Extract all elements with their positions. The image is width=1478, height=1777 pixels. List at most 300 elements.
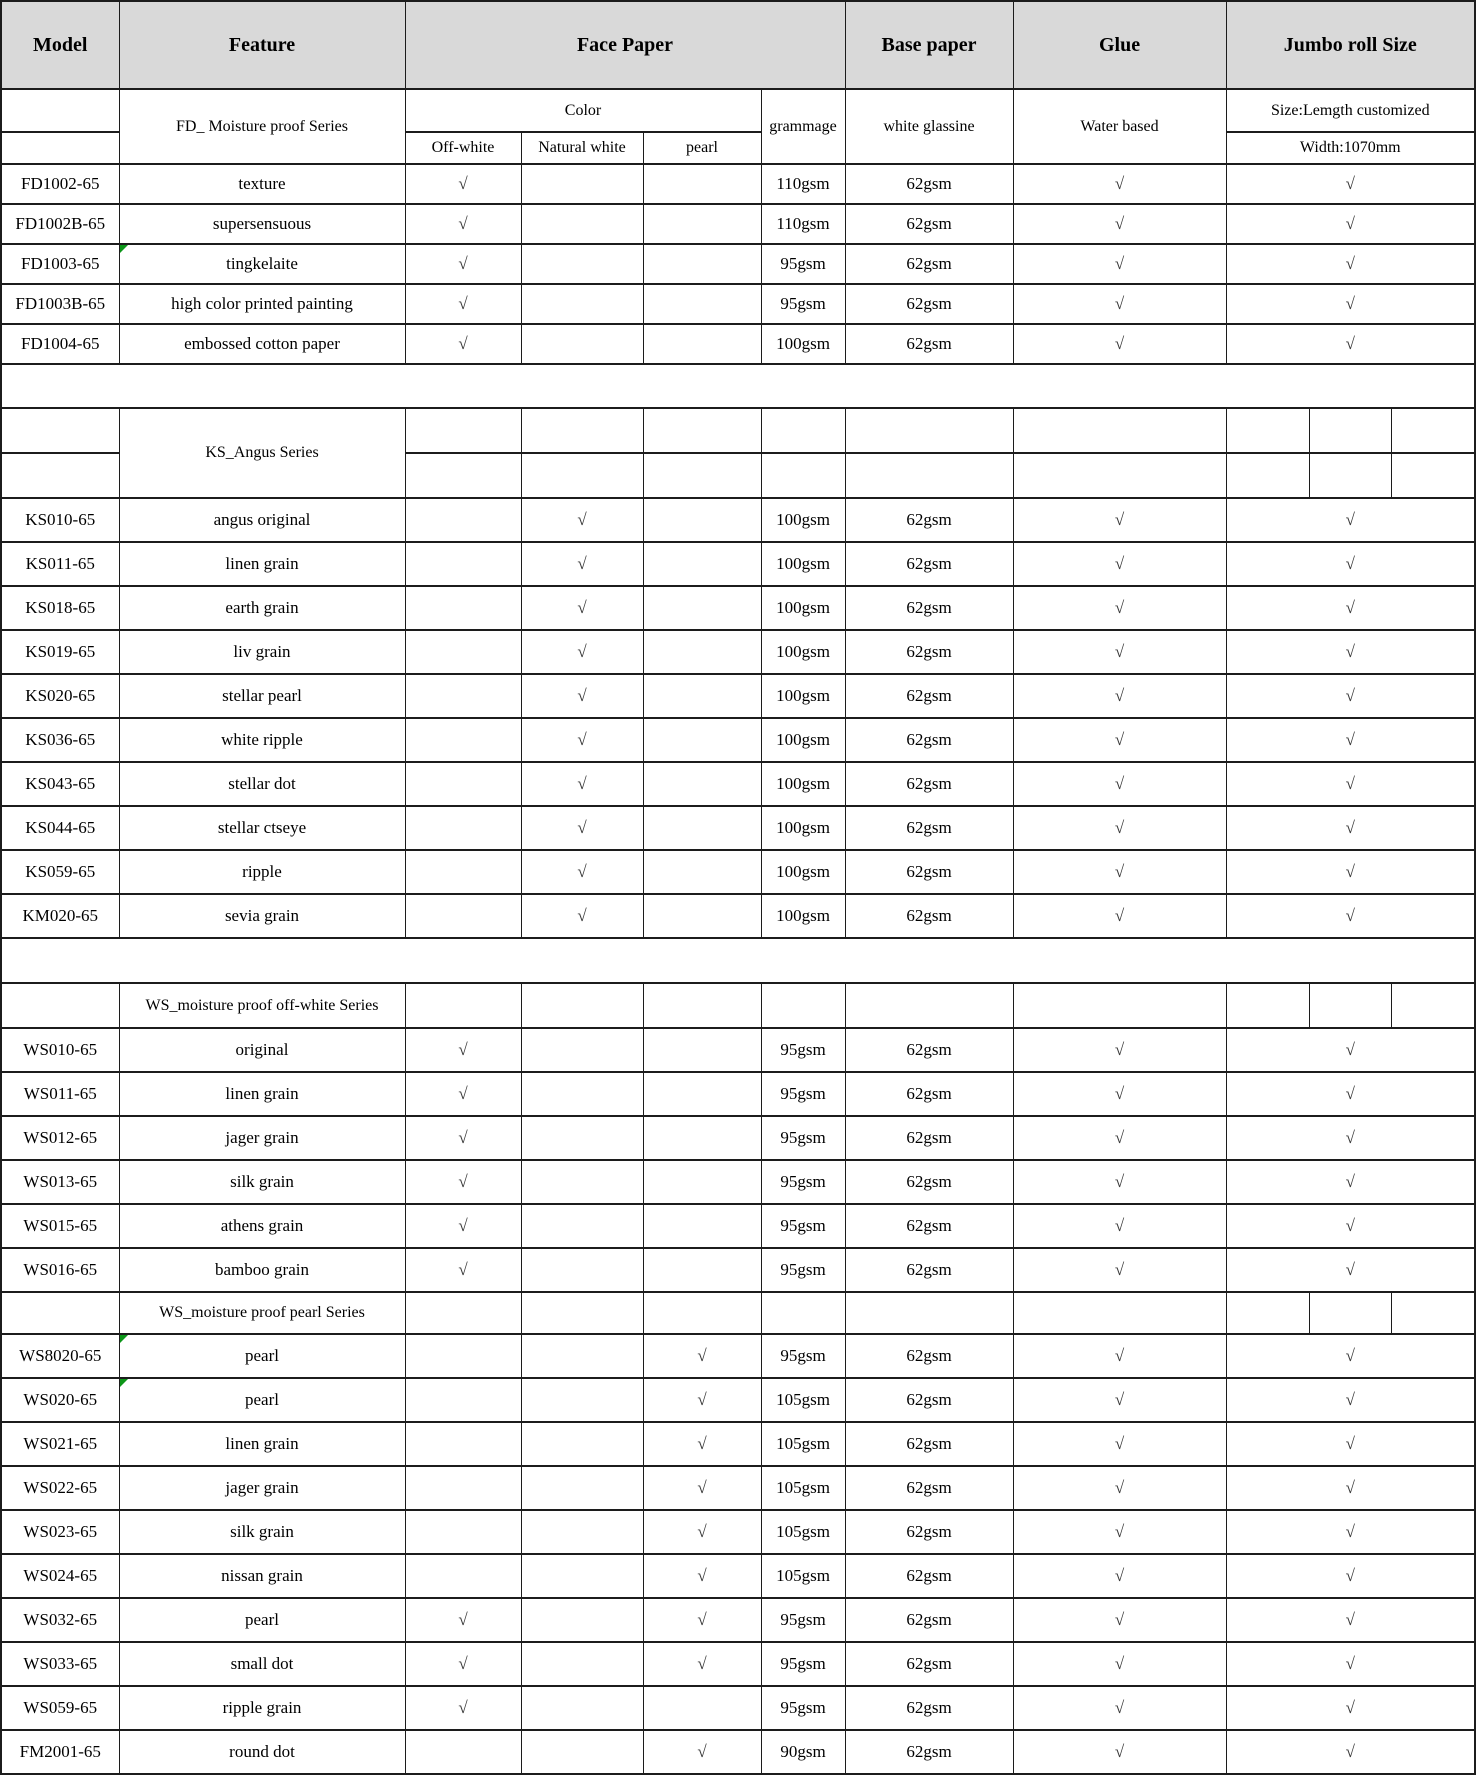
cell-empty xyxy=(761,453,845,498)
check-glue: √ xyxy=(1013,284,1226,324)
check-off-white: √ xyxy=(405,1248,521,1292)
cell-model: KM020-65 xyxy=(1,894,119,938)
table-row xyxy=(1,284,1475,324)
check-pearl xyxy=(643,204,761,244)
cell-grammage: 100gsm xyxy=(761,806,845,850)
jumbo-subcell-divider xyxy=(1309,453,1310,498)
cell-base-paper: 62gsm xyxy=(845,164,1013,204)
cell-empty xyxy=(1,983,119,1028)
cell-empty xyxy=(643,1292,761,1334)
cell-grammage: 100gsm xyxy=(761,894,845,938)
series-label-ks: KS_Angus Series xyxy=(119,408,405,498)
cell-base-paper: 62gsm xyxy=(845,1686,1013,1730)
check-glue: √ xyxy=(1013,894,1226,938)
cell-grammage: 100gsm xyxy=(761,630,845,674)
table-row xyxy=(1,164,1475,204)
table-row xyxy=(1,1116,1475,1160)
cell-error-flag xyxy=(120,1379,128,1387)
check-jumbo: √ xyxy=(1226,806,1475,850)
cell-empty xyxy=(643,983,761,1028)
cell-feature: embossed cotton paper xyxy=(119,324,405,364)
cell-model: WS022-65 xyxy=(1,1466,119,1510)
check-jumbo: √ xyxy=(1226,1248,1475,1292)
check-glue: √ xyxy=(1013,1116,1226,1160)
check-glue: √ xyxy=(1013,1730,1226,1774)
glue-value: Water based xyxy=(1013,89,1226,164)
check-glue: √ xyxy=(1013,1204,1226,1248)
check-pearl: √ xyxy=(643,1554,761,1598)
check-pearl: √ xyxy=(643,1466,761,1510)
check-pearl: √ xyxy=(643,1598,761,1642)
check-glue: √ xyxy=(1013,1072,1226,1116)
series-label-ws_offwhite: WS_moisture proof off-white Series xyxy=(119,983,405,1028)
cell-grammage: 100gsm xyxy=(761,718,845,762)
check-glue: √ xyxy=(1013,244,1226,284)
cell-base-paper: 62gsm xyxy=(845,850,1013,894)
check-pearl xyxy=(643,630,761,674)
check-glue: √ xyxy=(1013,164,1226,204)
check-pearl xyxy=(643,586,761,630)
cell-base-paper: 62gsm xyxy=(845,1642,1013,1686)
check-glue: √ xyxy=(1013,1160,1226,1204)
check-jumbo: √ xyxy=(1226,284,1475,324)
check-pearl xyxy=(643,164,761,204)
col-header-face-paper: Face Paper xyxy=(405,1,845,89)
check-natural-white xyxy=(521,1334,643,1378)
section-header-row xyxy=(1,1292,1475,1334)
jumbo-subcell-divider xyxy=(1391,453,1392,498)
cell-model: WS032-65 xyxy=(1,1598,119,1642)
col-header-feature: Feature xyxy=(119,1,405,89)
check-off-white xyxy=(405,806,521,850)
cell-model: FD1003-65 xyxy=(1,244,119,284)
cell-feature: round dot xyxy=(119,1730,405,1774)
jumbo-size-line1: Size:Lemgth customized xyxy=(1226,89,1475,132)
cell-grammage: 95gsm xyxy=(761,1248,845,1292)
table-row xyxy=(1,1072,1475,1116)
cell-empty xyxy=(521,1292,643,1334)
check-pearl xyxy=(643,1072,761,1116)
check-glue: √ xyxy=(1013,718,1226,762)
cell-feature: supersensuous xyxy=(119,204,405,244)
cell-model: WS033-65 xyxy=(1,1642,119,1686)
cell-model: WS015-65 xyxy=(1,1204,119,1248)
check-pearl xyxy=(643,1248,761,1292)
check-off-white xyxy=(405,762,521,806)
cell-empty xyxy=(1,408,119,453)
cell-base-paper: 62gsm xyxy=(845,1028,1013,1072)
color-option-off-white: Off-white xyxy=(405,132,521,164)
check-jumbo: √ xyxy=(1226,324,1475,364)
check-pearl xyxy=(643,244,761,284)
check-off-white xyxy=(405,586,521,630)
cell-feature: ripple xyxy=(119,850,405,894)
cell-feature: linen grain xyxy=(119,542,405,586)
cell-grammage: 95gsm xyxy=(761,1072,845,1116)
check-natural-white xyxy=(521,244,643,284)
check-jumbo: √ xyxy=(1226,718,1475,762)
table-row xyxy=(1,894,1475,938)
cell-grammage: 100gsm xyxy=(761,674,845,718)
jumbo-size-line2: Width:1070mm xyxy=(1226,132,1475,164)
cell-grammage: 100gsm xyxy=(761,542,845,586)
cell-empty xyxy=(405,453,521,498)
cell-feature: linen grain xyxy=(119,1072,405,1116)
check-natural-white xyxy=(521,1510,643,1554)
cell-empty xyxy=(761,408,845,453)
check-jumbo: √ xyxy=(1226,762,1475,806)
cell-feature: white ripple xyxy=(119,718,405,762)
table-row xyxy=(1,630,1475,674)
check-jumbo: √ xyxy=(1226,586,1475,630)
cell-model: WS021-65 xyxy=(1,1422,119,1466)
cell-base-paper: 62gsm xyxy=(845,1466,1013,1510)
check-natural-white: √ xyxy=(521,674,643,718)
check-natural-white xyxy=(521,1072,643,1116)
check-natural-white: √ xyxy=(521,762,643,806)
check-natural-white xyxy=(521,1642,643,1686)
cell-empty xyxy=(521,983,643,1028)
table-row xyxy=(1,674,1475,718)
cell-base-paper: 62gsm xyxy=(845,630,1013,674)
series-label-fd: FD_ Moisture proof Series xyxy=(119,89,405,164)
check-glue: √ xyxy=(1013,1686,1226,1730)
cell-grammage: 105gsm xyxy=(761,1378,845,1422)
spacer-cell xyxy=(1,938,1475,983)
cell-feature: stellar pearl xyxy=(119,674,405,718)
cell-empty xyxy=(521,408,643,453)
check-pearl xyxy=(643,324,761,364)
section-header-row xyxy=(1,408,1475,453)
check-jumbo: √ xyxy=(1226,674,1475,718)
cell-grammage: 100gsm xyxy=(761,850,845,894)
cell-empty xyxy=(521,453,643,498)
cell-grammage: 105gsm xyxy=(761,1422,845,1466)
cell-model: WS8020-65 xyxy=(1,1334,119,1378)
check-off-white: √ xyxy=(405,284,521,324)
table-row xyxy=(1,850,1475,894)
check-off-white: √ xyxy=(405,1028,521,1072)
check-jumbo: √ xyxy=(1226,1686,1475,1730)
cell-model: KS010-65 xyxy=(1,498,119,542)
check-pearl: √ xyxy=(643,1422,761,1466)
cell-base-paper: 62gsm xyxy=(845,674,1013,718)
cell-grammage: 105gsm xyxy=(761,1510,845,1554)
cell-model: WS016-65 xyxy=(1,1248,119,1292)
cell-model: WS013-65 xyxy=(1,1160,119,1204)
check-pearl xyxy=(643,1686,761,1730)
check-natural-white xyxy=(521,1422,643,1466)
table-row xyxy=(1,1160,1475,1204)
check-pearl xyxy=(643,674,761,718)
check-jumbo: √ xyxy=(1226,1422,1475,1466)
section-header-row xyxy=(1,983,1475,1028)
cell-model: KS059-65 xyxy=(1,850,119,894)
check-pearl xyxy=(643,762,761,806)
cell-empty xyxy=(1013,983,1226,1028)
check-natural-white xyxy=(521,1116,643,1160)
check-jumbo: √ xyxy=(1226,1378,1475,1422)
cell-base-paper: 62gsm xyxy=(845,1378,1013,1422)
check-pearl xyxy=(643,498,761,542)
cell-model: FD1003B-65 xyxy=(1,284,119,324)
check-jumbo: √ xyxy=(1226,204,1475,244)
cell-feature: pearl xyxy=(119,1334,405,1378)
cell-model: WS011-65 xyxy=(1,1072,119,1116)
check-glue: √ xyxy=(1013,542,1226,586)
cell-grammage: 110gsm xyxy=(761,204,845,244)
check-glue: √ xyxy=(1013,1378,1226,1422)
check-jumbo: √ xyxy=(1226,850,1475,894)
check-glue: √ xyxy=(1013,674,1226,718)
cell-grammage: 95gsm xyxy=(761,244,845,284)
table-row xyxy=(1,1730,1475,1774)
cell-model: WS023-65 xyxy=(1,1510,119,1554)
cell-grammage: 110gsm xyxy=(761,164,845,204)
cell-grammage: 95gsm xyxy=(761,1204,845,1248)
table-row xyxy=(1,324,1475,364)
cell-empty xyxy=(1013,1292,1226,1334)
check-pearl: √ xyxy=(643,1334,761,1378)
table-row xyxy=(1,1334,1475,1378)
cell-empty xyxy=(1013,453,1226,498)
check-pearl: √ xyxy=(643,1642,761,1686)
check-off-white xyxy=(405,498,521,542)
col-header-jumbo-roll-size: Jumbo roll Size xyxy=(1226,1,1475,89)
check-off-white: √ xyxy=(405,324,521,364)
check-jumbo: √ xyxy=(1226,1510,1475,1554)
cell-feature: jager grain xyxy=(119,1116,405,1160)
cell-base-paper: 62gsm xyxy=(845,542,1013,586)
cell-feature: bamboo grain xyxy=(119,1248,405,1292)
table-row xyxy=(1,586,1475,630)
check-jumbo: √ xyxy=(1226,1642,1475,1686)
cell-empty xyxy=(761,983,845,1028)
check-glue: √ xyxy=(1013,1598,1226,1642)
check-pearl xyxy=(643,1160,761,1204)
check-pearl xyxy=(643,542,761,586)
cell-empty xyxy=(643,453,761,498)
jumbo-subcell-divider xyxy=(1391,1292,1392,1334)
check-natural-white: √ xyxy=(521,586,643,630)
cell-base-paper: 62gsm xyxy=(845,244,1013,284)
cell-grammage: 95gsm xyxy=(761,1642,845,1686)
cell-base-paper: 62gsm xyxy=(845,586,1013,630)
check-natural-white xyxy=(521,204,643,244)
table-row xyxy=(1,1378,1475,1422)
check-pearl: √ xyxy=(643,1510,761,1554)
cell-empty xyxy=(1,1292,119,1334)
check-glue: √ xyxy=(1013,1642,1226,1686)
cell-grammage: 95gsm xyxy=(761,1598,845,1642)
check-off-white: √ xyxy=(405,164,521,204)
cell-feature: ripple grain xyxy=(119,1686,405,1730)
check-natural-white: √ xyxy=(521,806,643,850)
cell-base-paper: 62gsm xyxy=(845,1334,1013,1378)
check-off-white xyxy=(405,894,521,938)
check-glue: √ xyxy=(1013,586,1226,630)
check-pearl xyxy=(643,806,761,850)
check-natural-white xyxy=(521,1730,643,1774)
check-off-white xyxy=(405,674,521,718)
cell-base-paper: 62gsm xyxy=(845,498,1013,542)
cell-feature: original xyxy=(119,1028,405,1072)
check-off-white xyxy=(405,1554,521,1598)
cell-base-paper: 62gsm xyxy=(845,1598,1013,1642)
cell-base-paper: 62gsm xyxy=(845,1072,1013,1116)
check-jumbo: √ xyxy=(1226,894,1475,938)
cell-base-paper: 62gsm xyxy=(845,1422,1013,1466)
cell-empty xyxy=(1,89,119,132)
cell-base-paper: 62gsm xyxy=(845,1116,1013,1160)
check-jumbo: √ xyxy=(1226,1730,1475,1774)
check-off-white: √ xyxy=(405,1598,521,1642)
cell-grammage: 100gsm xyxy=(761,498,845,542)
check-pearl xyxy=(643,718,761,762)
header-row xyxy=(1,1,1475,89)
check-glue: √ xyxy=(1013,1554,1226,1598)
series-label-ws_pearl: WS_moisture proof pearl Series xyxy=(119,1292,405,1334)
cell-feature: high color printed painting xyxy=(119,284,405,324)
cell-grammage: 100gsm xyxy=(761,324,845,364)
check-glue: √ xyxy=(1013,498,1226,542)
check-pearl xyxy=(643,1204,761,1248)
table-row xyxy=(1,1204,1475,1248)
check-off-white xyxy=(405,1730,521,1774)
cell-grammage: 105gsm xyxy=(761,1466,845,1510)
cell-model: KS044-65 xyxy=(1,806,119,850)
table-row xyxy=(1,1248,1475,1292)
check-off-white: √ xyxy=(405,1160,521,1204)
cell-error-flag xyxy=(120,245,128,253)
table-row xyxy=(1,718,1475,762)
cell-empty xyxy=(845,1292,1013,1334)
cell-empty xyxy=(405,1292,521,1334)
check-pearl xyxy=(643,1116,761,1160)
cell-empty xyxy=(845,983,1013,1028)
cell-model: KS019-65 xyxy=(1,630,119,674)
check-jumbo: √ xyxy=(1226,498,1475,542)
cell-feature: pearl xyxy=(119,1378,405,1422)
cell-model: WS010-65 xyxy=(1,1028,119,1072)
check-natural-white: √ xyxy=(521,630,643,674)
cell-grammage: 95gsm xyxy=(761,1160,845,1204)
check-natural-white: √ xyxy=(521,718,643,762)
cell-grammage: 95gsm xyxy=(761,1028,845,1072)
cell-feature: earth grain xyxy=(119,586,405,630)
check-off-white xyxy=(405,1510,521,1554)
check-natural-white xyxy=(521,1598,643,1642)
cell-error-flag xyxy=(120,1335,128,1343)
cell-base-paper: 62gsm xyxy=(845,1248,1013,1292)
check-natural-white: √ xyxy=(521,542,643,586)
check-natural-white xyxy=(521,1160,643,1204)
check-jumbo: √ xyxy=(1226,1554,1475,1598)
check-natural-white xyxy=(521,164,643,204)
cell-empty xyxy=(1,453,119,498)
check-natural-white: √ xyxy=(521,894,643,938)
check-off-white: √ xyxy=(405,1072,521,1116)
check-natural-white xyxy=(521,1686,643,1730)
check-glue: √ xyxy=(1013,1466,1226,1510)
check-glue: √ xyxy=(1013,1248,1226,1292)
cell-empty xyxy=(845,453,1013,498)
cell-feature: small dot xyxy=(119,1642,405,1686)
cell-model: FD1004-65 xyxy=(1,324,119,364)
jumbo-subcell-group xyxy=(1226,453,1475,498)
jumbo-subcell-divider xyxy=(1391,408,1392,453)
cell-model: KS020-65 xyxy=(1,674,119,718)
table-row xyxy=(1,204,1475,244)
cell-feature: athens grain xyxy=(119,1204,405,1248)
check-off-white xyxy=(405,630,521,674)
cell-feature: angus original xyxy=(119,498,405,542)
cell-grammage: 95gsm xyxy=(761,284,845,324)
check-natural-white xyxy=(521,1028,643,1072)
check-natural-white xyxy=(521,1378,643,1422)
check-glue: √ xyxy=(1013,1334,1226,1378)
table-row xyxy=(1,1466,1475,1510)
check-off-white xyxy=(405,1466,521,1510)
color-option-natural-white: Natural white xyxy=(521,132,643,164)
cell-empty xyxy=(405,408,521,453)
check-off-white xyxy=(405,1422,521,1466)
cell-base-paper: 62gsm xyxy=(845,894,1013,938)
cell-empty xyxy=(845,408,1013,453)
check-pearl xyxy=(643,894,761,938)
check-off-white: √ xyxy=(405,244,521,284)
cell-base-paper: 62gsm xyxy=(845,1730,1013,1774)
cell-feature: tingkelaite xyxy=(119,244,405,284)
cell-model: KS036-65 xyxy=(1,718,119,762)
cell-feature: silk grain xyxy=(119,1160,405,1204)
cell-empty xyxy=(1,132,119,164)
col-header-base-paper: Base paper xyxy=(845,1,1013,89)
cell-model: KS043-65 xyxy=(1,762,119,806)
check-natural-white xyxy=(521,284,643,324)
table-row xyxy=(1,1510,1475,1554)
jumbo-subcell-divider xyxy=(1309,408,1310,453)
cell-empty xyxy=(761,1292,845,1334)
check-off-white xyxy=(405,1378,521,1422)
check-natural-white: √ xyxy=(521,850,643,894)
check-jumbo: √ xyxy=(1226,1466,1475,1510)
cell-model: FM2001-65 xyxy=(1,1730,119,1774)
base-paper-value: white glassine xyxy=(845,89,1013,164)
check-jumbo: √ xyxy=(1226,1334,1475,1378)
check-pearl xyxy=(643,1028,761,1072)
check-off-white xyxy=(405,1334,521,1378)
check-jumbo: √ xyxy=(1226,630,1475,674)
cell-feature: sevia grain xyxy=(119,894,405,938)
cell-grammage: 105gsm xyxy=(761,1554,845,1598)
cell-base-paper: 62gsm xyxy=(845,204,1013,244)
cell-feature: nissan grain xyxy=(119,1554,405,1598)
cell-feature: stellar dot xyxy=(119,762,405,806)
table-row xyxy=(1,806,1475,850)
check-off-white xyxy=(405,718,521,762)
spacer-row xyxy=(1,938,1475,983)
cell-feature: linen grain xyxy=(119,1422,405,1466)
check-pearl: √ xyxy=(643,1730,761,1774)
cell-empty xyxy=(405,983,521,1028)
grammage-label: grammage xyxy=(761,89,845,164)
cell-feature: liv grain xyxy=(119,630,405,674)
check-off-white xyxy=(405,850,521,894)
check-jumbo: √ xyxy=(1226,1598,1475,1642)
check-glue: √ xyxy=(1013,850,1226,894)
check-natural-white xyxy=(521,1204,643,1248)
